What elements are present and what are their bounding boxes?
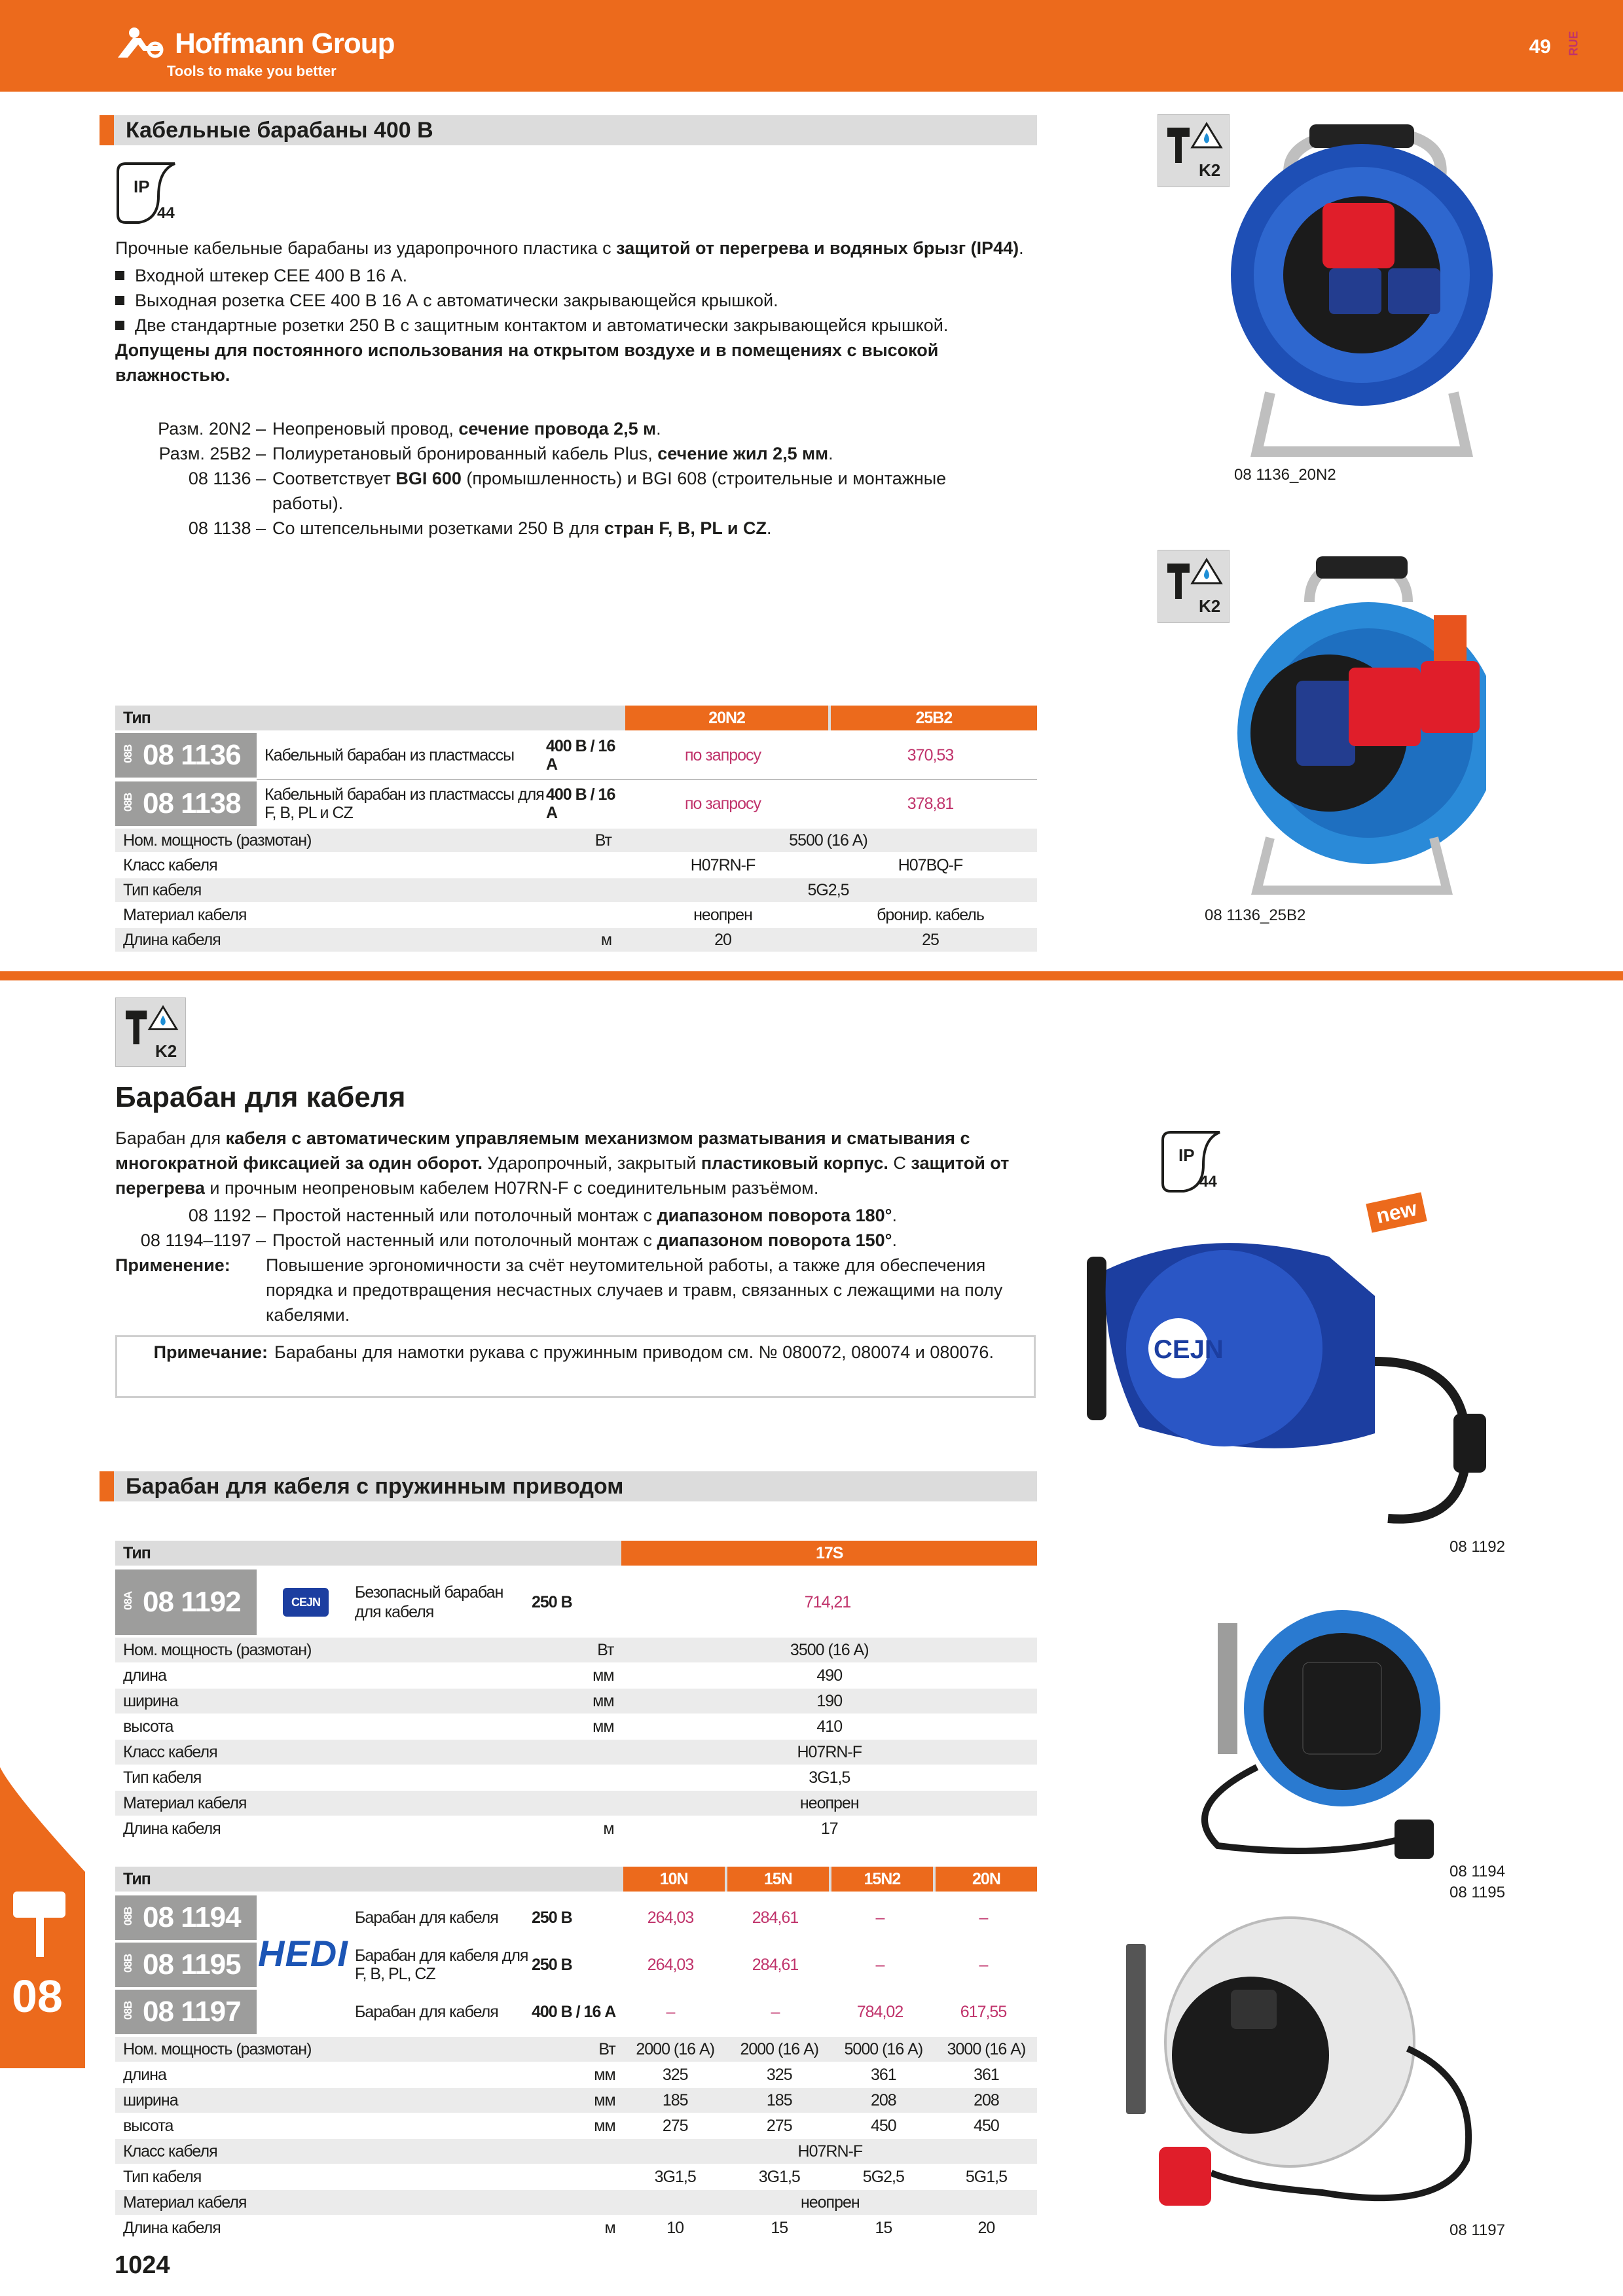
section1-description [115,236,1038,387]
ip-label: IP [134,177,150,196]
spec-row: Ном. мощность (размотан) Вт 3500 (16 А) [115,1638,1037,1662]
table-header-row [115,706,1037,730]
article-number-box: 08A 08 1192 [115,1570,257,1635]
price-cell: 378,81 [907,794,954,813]
cable-reel-image [1231,111,1493,465]
spec-row: Материал кабеля неопрен бронир. кабель [123,905,984,924]
section2-intro: Барабан для кабеля с автоматическим управляемым механизмом разматывания и сматывания с многократной фиксацией за один оборот. Ударопрочный, закрытый пластиковый корпус. С защитой от перегрева и прочным неопреновым кабелем H07RN-F с соединительным разъёмом. [115,1128,1010,1198]
article-number-box: 08B 08 1195 [115,1943,257,1987]
table-row [115,781,1037,826]
article-voltage: 400 В / 16 А [546,785,615,822]
col-header: 17S [621,1541,1037,1566]
note-label: Примечание: [153,1342,268,1362]
definition-row: 08 1194–1197 – Простой настенный или потолочный монтаж с диапазоном поворота 150°. [140,1230,897,1250]
spec-row: Тип кабеля 3G1,5 [123,1768,850,1787]
section-title: Барабан для кабеля с пружинным приводом [126,1474,624,1499]
article-number-box: 08B 08 1138 [115,781,257,826]
brand-tagline: Tools to make you better [167,63,337,79]
spec-row: Длина кабеля м 17 [123,1819,838,1838]
spring-reel-table-1 [115,1541,1037,1844]
section-divider [0,971,1623,980]
hammer-k2-icon [115,997,186,1067]
image-caption: 08 1192 [1450,1538,1505,1556]
col-header: 20N2 [625,706,828,730]
spec-row: Класс кабеля H07RN-F [115,1740,1037,1765]
cejn-reel-image [1074,1217,1493,1538]
bullet-item: Входной штекер CEE 400 В 16 А. [115,263,1038,288]
chapter-tab [0,1767,85,2068]
language-code: RUE [1567,31,1580,56]
spec-row: ширина мм 185 185 208 208 [115,2088,1037,2113]
table-row [115,1570,1037,1635]
spec-row: Длина кабеля м 20 25 [115,928,1037,952]
section-title: Кабельные барабаны 400 В [126,118,433,143]
definition-row: 08 1192 – Простой настенный или потолочный монтаж с диапазоном поворота 180°. [188,1206,897,1225]
ip-value: 44 [1199,1173,1217,1191]
ip44-icon [1158,1126,1230,1198]
brand-name: Hoffmann Group [175,27,395,60]
note-box [115,1335,1036,1398]
page-number: 49 [1529,36,1551,58]
definition-row: 08 1136 – Соответствует BGI 600 (промышленность) и BGI 608 (строительные и монтажные работы). [188,469,947,513]
col-header: 15N [727,1867,829,1892]
note-text: Барабаны для намотки рукава с пружинным приводом см. № 080072, 080074 и 080076. [274,1342,994,1362]
chapter-number: 08 [12,1971,63,2022]
brand-logo [115,26,455,85]
definition-row: Разм. 20N2 – Неопреновый провод, сечение провода 2,5 м. [158,419,661,439]
cable-reel-armored-image [1198,550,1486,897]
type-label: Тип [123,708,151,727]
article-voltage: 400 В / 16 А [546,737,615,774]
article-description: Безопасный барабан для кабеля [355,1583,503,1621]
section-title-bar [100,115,1037,145]
spec-row: длина мм 325 325 361 361 [123,2065,999,2084]
article-voltage: 250 В [532,1956,572,1974]
article-description: Барабан для кабеля [355,2003,498,2021]
image-caption: 08 1197 [1450,2221,1505,2239]
cejn-logo: CEJN [257,1588,355,1617]
icon-label: K2 [155,1041,177,1061]
intro-paragraph: Прочные кабельные барабаны из ударопрочного пластика с защитой от перегрева и водяных брызг (IP44). [115,238,1024,258]
hedi-logo: HEDI [258,1933,348,1974]
spec-row: высота мм 275 275 450 450 [123,2116,999,2135]
col-header: 25B2 [831,706,1037,730]
ip44-icon [113,157,185,229]
section1-table [115,706,1037,958]
article-description: Барабан для кабеля для F, B, PL, CZ [355,1946,528,1983]
spec-row: Ном. мощность (размотан) Вт 5500 (16 А) [115,829,1037,852]
spec-row: высота мм 410 [123,1717,843,1736]
article-voltage: 250 В [532,1592,572,1611]
hedi-reel-blue-image [1126,1597,1493,1878]
approved-note: Допущены для постоянного использования на открытом воздухе и в помещениях с высокой влажностью. [115,340,939,385]
svg-text:CEJN: CEJN [1154,1335,1224,1364]
article-description: Кабельный барабан из пластмассы для F, B, PL и CZ [264,785,544,822]
type-label: Тип [123,1543,151,1562]
footer-page-number: 1024 [115,2251,170,2279]
new-badge: new [1366,1193,1427,1233]
article-voltage: 250 В [532,1909,572,1927]
image-caption: 08 1136_20N2 [1234,466,1336,484]
col-header: 15N2 [831,1867,933,1892]
col-header: 10N [623,1867,725,1892]
article-voltage: 400 В / 16 А [532,2003,616,2021]
spring-reel-table-2 [115,1867,1037,2246]
image-caption: 08 1136_25B2 [1205,906,1306,924]
hammer-k2-icon [1158,114,1230,187]
article-number-box: 08B 08 1197 [115,1990,257,2034]
table-row [115,733,1037,778]
application-row: Применение: Повышение эргономичности за счёт неутомительной работы, а также для обеспечения порядка и предотвращения несчастных случаев и травм, связанных с лежащими на полу кабелями. [115,1255,1003,1325]
spec-row: Ном. мощность (размотан) Вт 2000 (16 А) 2000 (16 А) 5000 (16 А) 3000 (16 А) [115,2037,1037,2062]
section-title-bar [100,1471,1037,1501]
spec-row: длина мм 490 [123,1666,843,1685]
ip-value: 44 [157,204,175,222]
definition-row: 08 1138 – Со штепсельными розетками 250 В для стран F, B, PL и CZ. [188,518,772,538]
hedi-reel-white-image [1113,1911,1493,2225]
definition-row: Разм. 25B2 – Полиуретановый бронированный кабель Plus, сечение жил 2,5 мм. [158,444,833,463]
icon-label: K2 [1199,596,1221,616]
table-header-row [115,1541,1037,1566]
spec-row: Материал кабеля неопрен [115,1791,1037,1816]
article-number-box: 08B 08 1194 [115,1895,257,1940]
table-row: 08B 08 1194 Барабан для кабеля 250 В 264,03 284,61 – – [115,1895,1037,1940]
price-cell: 714,21 [804,1592,851,1611]
col-header: 20N [936,1867,1037,1892]
icon-label: K2 [1199,160,1221,180]
section2-definitions [115,1203,1038,1327]
article-number-box: 08B 08 1136 [115,733,257,778]
price-cell: по запросу [684,745,761,764]
spec-row: Материал кабеля неопрен [115,2190,1037,2215]
image-caption: 08 1194 08 1195 [1450,1863,1505,1901]
hoffmann-figure-icon [115,26,180,59]
price-cell: по запросу [684,794,761,813]
ip-label: IP [1178,1145,1195,1165]
spec-row: Класс кабеля H07RN-F [115,2139,1037,2164]
section1-definitions [115,416,1038,541]
spec-row: Класс кабеля H07RN-F H07BQ-F [123,855,963,874]
spec-row: ширина мм 190 [115,1689,1037,1713]
article-description: Барабан для кабеля [355,1909,498,1927]
price-cell: 370,53 [907,745,954,764]
table-header-row [115,1867,1037,1892]
table-row: 08B 08 1197 Барабан для кабеля 400 В / 16 А – – 784,02 617,55 [115,1990,1037,2034]
article-description: Кабельный барабан из пластмассы [264,745,515,764]
spec-row: Тип кабеля 3G1,5 3G1,5 5G2,5 5G1,5 [123,2167,1007,2186]
section2-heading: Барабан для кабеля [115,1081,406,1113]
type-label: Тип [123,1869,151,1888]
spec-row: Тип кабеля 5G2,5 [115,878,1037,902]
spec-row: Длина кабеля м 10 15 15 20 [123,2218,995,2237]
bullet-item: Выходная розетка CEE 400 В 16 А с автоматически закрывающейся крышкой. [115,288,1038,313]
bullet-item: Две стандартные розетки 250 В с защитным контактом и автоматически закрывающейся крышкой. [115,313,1038,338]
table-row: 08B 08 1195 Барабан для кабеля для F, B, PL, CZ 250 В 264,03 284,61 – – [115,1943,1037,1987]
